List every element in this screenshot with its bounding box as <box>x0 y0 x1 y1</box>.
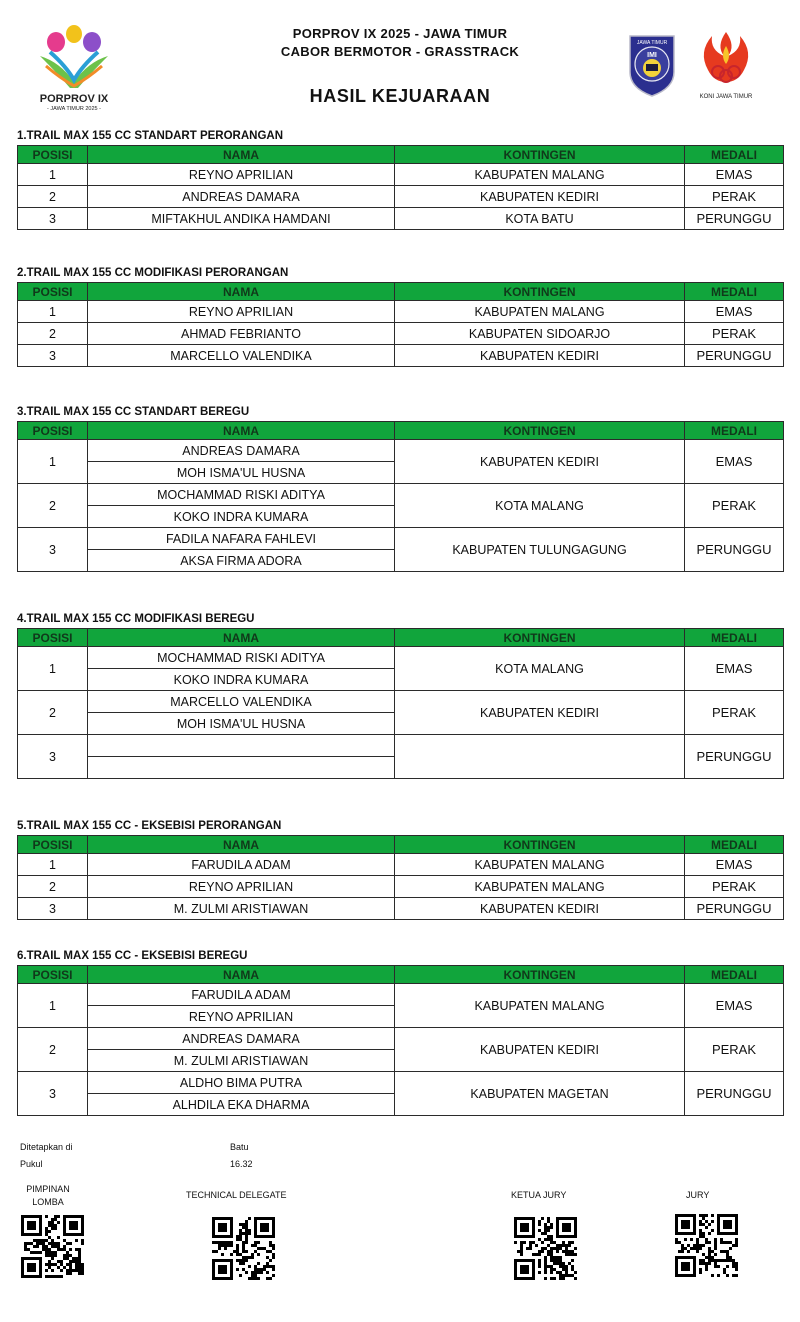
ditetapkan-value: Batu <box>230 1142 249 1152</box>
column-header: KONTINGEN <box>395 146 685 164</box>
results-table <box>17 282 784 367</box>
table-header-row <box>18 146 784 164</box>
imi-logo <box>626 32 678 98</box>
signature-jury-label: JURY <box>686 1190 710 1200</box>
column-header: NAMA <box>88 836 395 854</box>
name-cell: FARUDILA ADAM <box>88 984 395 1006</box>
kontingen-cell: KABUPATEN MALANG <box>395 854 685 876</box>
medal-cell: PERUNGGU <box>685 345 784 367</box>
position-cell: 1 <box>18 440 88 484</box>
name-cell: ANDREAS DAMARA <box>88 440 395 462</box>
medal-cell: EMAS <box>685 854 784 876</box>
position-cell: 2 <box>18 323 88 345</box>
table-row <box>18 984 784 1006</box>
table-header-row <box>18 836 784 854</box>
name-cell: FARUDILA ADAM <box>88 854 395 876</box>
name-cell: ALHDILA EKA DHARMA <box>88 1094 395 1116</box>
column-header: KONTINGEN <box>395 283 685 301</box>
section-title: 2.TRAIL MAX 155 CC MODIFIKASI PERORANGAN <box>17 267 289 279</box>
name-cell: ANDREAS DAMARA <box>88 1028 395 1050</box>
pukul-value: 16.32 <box>230 1159 253 1169</box>
pukul-label: Pukul <box>20 1159 43 1169</box>
result-section <box>17 818 783 920</box>
position-cell: 2 <box>18 484 88 528</box>
table-header-row <box>18 422 784 440</box>
koni-logo <box>688 28 764 102</box>
name-cell: MOH ISMA'UL HUSNA <box>88 713 395 735</box>
position-cell: 3 <box>18 735 88 779</box>
medal-cell: PERAK <box>685 186 784 208</box>
name-cell: REYNO APRILIAN <box>88 876 395 898</box>
name-cell: ANDREAS DAMARA <box>88 186 395 208</box>
table-row <box>18 1072 784 1094</box>
column-header: MEDALI <box>685 283 784 301</box>
section-title: 1.TRAIL MAX 155 CC STANDART PERORANGAN <box>17 130 284 142</box>
kontingen-cell: KOTA MALANG <box>395 647 685 691</box>
document-header <box>0 0 800 125</box>
name-cell: MOH ISMA'UL HUSNA <box>88 462 395 484</box>
result-section <box>17 128 783 230</box>
imi-logo-text: JAWA TIMUR <box>636 40 668 46</box>
table-row <box>18 301 784 323</box>
porprov-logo <box>30 22 118 112</box>
kontingen-cell: KABUPATEN MAGETAN <box>395 1072 685 1116</box>
column-header: POSISI <box>18 422 88 440</box>
name-cell: AHMAD FEBRIANTO <box>88 323 395 345</box>
imi-logo-letters: IMI <box>647 52 657 59</box>
position-cell: 3 <box>18 898 88 920</box>
medal-cell: PERAK <box>685 484 784 528</box>
signature-ketua-label: KETUA JURY <box>511 1190 567 1200</box>
medal-cell: PERUNGGU <box>685 208 784 230</box>
name-cell: KOKO INDRA KUMARA <box>88 669 395 691</box>
header-title-line2: CABOR BERMOTOR - GRASSTRACK <box>280 44 520 59</box>
name-cell: M. ZULMI ARISTIAWAN <box>88 898 395 920</box>
table-row <box>18 1028 784 1050</box>
position-cell: 1 <box>18 647 88 691</box>
kontingen-cell: KABUPATEN MALANG <box>395 876 685 898</box>
medal-cell: PERAK <box>685 1028 784 1072</box>
kontingen-cell: KABUPATEN TULUNGAGUNG <box>395 528 685 572</box>
kontingen-cell <box>395 735 685 779</box>
column-header: MEDALI <box>685 836 784 854</box>
kontingen-cell: KABUPATEN KEDIRI <box>395 691 685 735</box>
medal-cell: PERAK <box>685 323 784 345</box>
column-header: NAMA <box>88 422 395 440</box>
column-header: KONTINGEN <box>395 629 685 647</box>
column-header: POSISI <box>18 966 88 984</box>
kontingen-cell: KABUPATEN MALANG <box>395 164 685 186</box>
name-cell: M. ZULMI ARISTIAWAN <box>88 1050 395 1072</box>
kontingen-cell: KABUPATEN KEDIRI <box>395 345 685 367</box>
table-row <box>18 208 784 230</box>
position-cell: 2 <box>18 876 88 898</box>
section-title: 4.TRAIL MAX 155 CC MODIFIKASI BEREGU <box>17 613 255 625</box>
results-table <box>17 628 784 779</box>
column-header: POSISI <box>18 283 88 301</box>
name-cell: MARCELLO VALENDIKA <box>88 691 395 713</box>
qr-code-technical-delegate <box>212 1217 278 1281</box>
medal-cell: EMAS <box>685 647 784 691</box>
table-row <box>18 528 784 550</box>
kontingen-cell: KABUPATEN MALANG <box>395 301 685 323</box>
column-header: NAMA <box>88 629 395 647</box>
kontingen-cell: KABUPATEN KEDIRI <box>395 1028 685 1072</box>
results-table <box>17 965 784 1116</box>
medal-cell: PERUNGGU <box>685 528 784 572</box>
name-cell: ALDHO BIMA PUTRA <box>88 1072 395 1094</box>
column-header: MEDALI <box>685 966 784 984</box>
kontingen-cell: KABUPATEN SIDOARJO <box>395 323 685 345</box>
table-header-row <box>18 966 784 984</box>
column-header: KONTINGEN <box>395 422 685 440</box>
column-header: NAMA <box>88 146 395 164</box>
result-section <box>17 948 783 1116</box>
position-cell: 2 <box>18 1028 88 1072</box>
position-cell: 2 <box>18 186 88 208</box>
table-row <box>18 323 784 345</box>
medal-cell: EMAS <box>685 984 784 1028</box>
header-title-line1: PORPROV IX 2025 - JAWA TIMUR <box>292 26 508 41</box>
column-header: KONTINGEN <box>395 836 685 854</box>
medal-cell: PERUNGGU <box>685 1072 784 1116</box>
name-cell: MIFTAKHUL ANDIKA HAMDANI <box>88 208 395 230</box>
koni-logo-text: KONI JAWA TIMUR <box>699 94 753 100</box>
table-row <box>18 186 784 208</box>
medal-cell: PERUNGGU <box>685 735 784 779</box>
signature-pimpinan-label: PIMPINAN LOMBA <box>26 1184 70 1207</box>
position-cell: 3 <box>18 528 88 572</box>
qr-code-pimpinan <box>21 1215 87 1279</box>
kontingen-cell: KABUPATEN KEDIRI <box>395 186 685 208</box>
column-header: KONTINGEN <box>395 966 685 984</box>
column-header: MEDALI <box>685 629 784 647</box>
kontingen-cell: KOTA MALANG <box>395 484 685 528</box>
medal-cell: PERAK <box>685 876 784 898</box>
table-row <box>18 345 784 367</box>
results-table <box>17 835 784 920</box>
kontingen-cell: KABUPATEN KEDIRI <box>395 898 685 920</box>
signature-td-label: TECHNICAL DELEGATE <box>186 1190 287 1200</box>
position-cell: 3 <box>18 1072 88 1116</box>
column-header: NAMA <box>88 283 395 301</box>
table-row <box>18 691 784 713</box>
results-table <box>17 145 784 230</box>
name-cell <box>88 735 395 757</box>
medal-cell: EMAS <box>685 164 784 186</box>
position-cell: 1 <box>18 164 88 186</box>
position-cell: 1 <box>18 984 88 1028</box>
column-header: POSISI <box>18 629 88 647</box>
page-title: HASIL KEJUARAAN <box>309 86 491 106</box>
kontingen-cell: KABUPATEN MALANG <box>395 984 685 1028</box>
kontingen-cell: KOTA BATU <box>395 208 685 230</box>
section-title: 3.TRAIL MAX 155 CC STANDART BEREGU <box>17 406 250 418</box>
name-cell: REYNO APRILIAN <box>88 301 395 323</box>
column-header: NAMA <box>88 966 395 984</box>
table-row <box>18 647 784 669</box>
result-section <box>17 404 783 572</box>
position-cell: 1 <box>18 301 88 323</box>
name-cell: MOCHAMMAD RISKI ADITYA <box>88 647 395 669</box>
porprov-logo-subtext: - JAWA TIMUR 2025 - <box>47 106 101 112</box>
table-row <box>18 164 784 186</box>
name-cell: MOCHAMMAD RISKI ADITYA <box>88 484 395 506</box>
porprov-logo-text: PORPROV IX <box>39 93 109 105</box>
table-row <box>18 898 784 920</box>
table-row <box>18 484 784 506</box>
table-header-row <box>18 283 784 301</box>
column-header: MEDALI <box>685 422 784 440</box>
section-title: 5.TRAIL MAX 155 CC - EKSEBISI PERORANGAN <box>17 820 282 832</box>
results-table <box>17 421 784 572</box>
name-cell: AKSA FIRMA ADORA <box>88 550 395 572</box>
table-row <box>18 876 784 898</box>
name-cell: FADILA NAFARA FAHLEVI <box>88 528 395 550</box>
qr-code-jury <box>675 1214 741 1278</box>
qr-code-ketua-jury <box>514 1217 580 1281</box>
result-section <box>17 265 783 367</box>
medal-cell: PERUNGGU <box>685 898 784 920</box>
name-cell: REYNO APRILIAN <box>88 1006 395 1028</box>
name-cell <box>88 757 395 779</box>
position-cell: 2 <box>18 691 88 735</box>
column-header: POSISI <box>18 146 88 164</box>
medal-cell: PERAK <box>685 691 784 735</box>
position-cell: 3 <box>18 208 88 230</box>
table-row <box>18 735 784 757</box>
section-title: 6.TRAIL MAX 155 CC - EKSEBISI BEREGU <box>17 950 248 962</box>
position-cell: 1 <box>18 854 88 876</box>
table-row <box>18 440 784 462</box>
name-cell: REYNO APRILIAN <box>88 164 395 186</box>
position-cell: 3 <box>18 345 88 367</box>
column-header: MEDALI <box>685 146 784 164</box>
name-cell: MARCELLO VALENDIKA <box>88 345 395 367</box>
column-header: POSISI <box>18 836 88 854</box>
result-section <box>17 611 783 779</box>
table-header-row <box>18 629 784 647</box>
table-row <box>18 854 784 876</box>
medal-cell: EMAS <box>685 440 784 484</box>
ditetapkan-label: Ditetapkan di <box>20 1142 73 1152</box>
medal-cell: EMAS <box>685 301 784 323</box>
kontingen-cell: KABUPATEN KEDIRI <box>395 440 685 484</box>
name-cell: KOKO INDRA KUMARA <box>88 506 395 528</box>
